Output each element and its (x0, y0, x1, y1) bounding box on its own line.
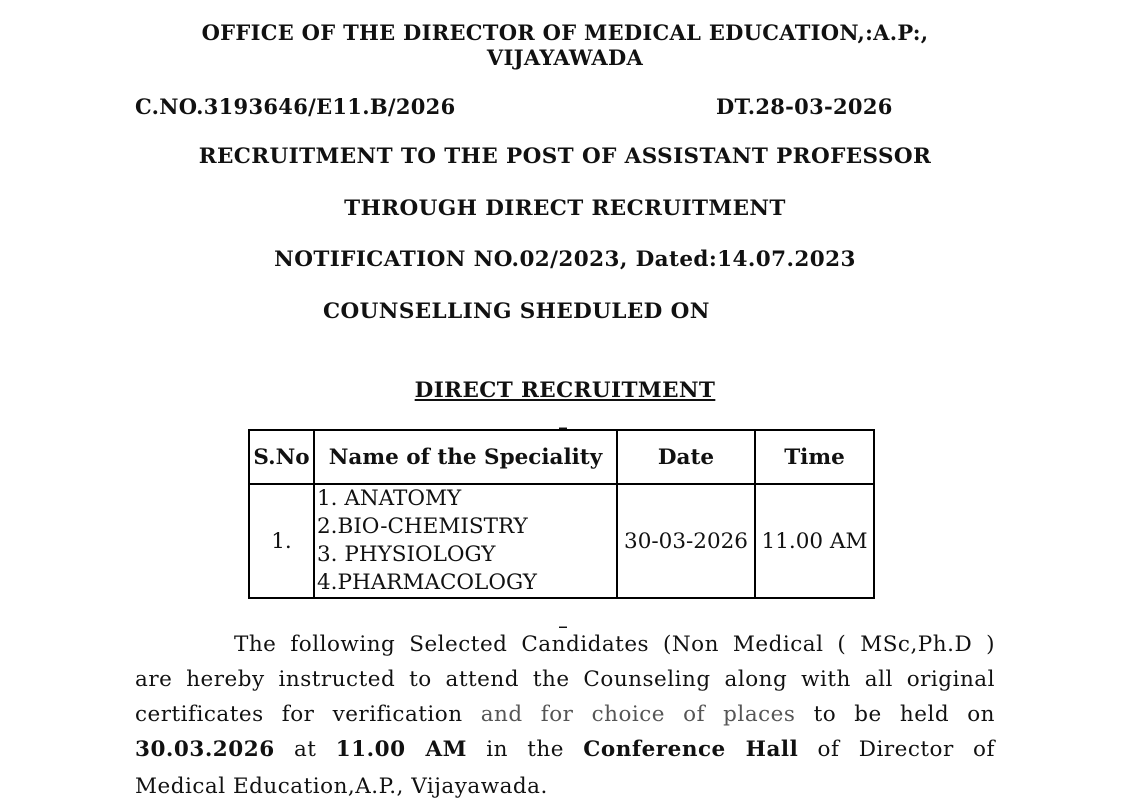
speciality-item: 1. ANATOMY (317, 486, 462, 511)
counselling-time: 11.00 AM (335, 737, 467, 762)
cell-date: 30-03-2026 (617, 484, 755, 598)
table-row (249, 484, 874, 598)
office-name: OFFICE OF THE DIRECTOR OF MEDICAL EDUCATION,:A.P:, (201, 20, 929, 45)
counselling-date: 30.03.2026 (135, 737, 275, 762)
speciality-item: 3. PHYSIOLOGY (317, 542, 496, 567)
counselling-schedule-table (248, 429, 875, 599)
instruction-text: at (293, 737, 317, 762)
reference-number: C.NO.3193646/E11.B/2026 (135, 94, 456, 119)
cell-time: 11.00 AM (755, 484, 874, 598)
speciality-item: 4.PHARMACOLOGY (317, 570, 537, 595)
separator-dash: _ (559, 609, 567, 628)
table-header-row (249, 430, 874, 484)
cell-specialities (314, 484, 617, 598)
instruction-text: to be held on (813, 702, 995, 727)
separator-dash: _ (559, 410, 567, 429)
recruitment-title: RECRUITMENT TO THE POST OF ASSISTANT PROFESSOR (198, 144, 932, 169)
instruction-line: Medical Education,A.P., Vijayawada. (135, 774, 548, 799)
instruction-line (135, 697, 995, 733)
instruction-text: certificates for verification (135, 702, 463, 727)
reference-date: DT.28-03-2026 (716, 94, 893, 119)
column-header-time: Time (755, 430, 874, 484)
column-header-date: Date (617, 430, 755, 484)
instruction-text-highlight: and for choice of places (480, 702, 796, 727)
notification-number: NOTIFICATION NO.02/2023, Dated:14.07.2023 (274, 247, 856, 272)
column-header-speciality: Name of the Speciality (314, 430, 617, 484)
recruitment-subtitle: THROUGH DIRECT RECRUITMENT (344, 196, 786, 221)
counselling-venue: Conference Hall (583, 737, 799, 762)
instruction-text: of Director of (817, 737, 995, 762)
instruction-line: are hereby instructed to attend the Counseling along with all original (135, 667, 995, 692)
speciality-item: 2.BIO-CHEMISTRY (317, 514, 528, 539)
cell-sno: 1. (249, 484, 314, 598)
counselling-heading: COUNSELLING SHEDULED ON (323, 299, 710, 324)
column-header-sno: S.No (249, 430, 314, 484)
instruction-text: in the (486, 737, 564, 762)
instruction-line (135, 732, 995, 768)
instruction-line: The following Selected Candidates (Non Medical ( MSc,Ph.D ) (234, 632, 995, 657)
section-heading: DIRECT RECRUITMENT (414, 378, 716, 403)
office-city: VIJAYAWADA (486, 45, 644, 70)
